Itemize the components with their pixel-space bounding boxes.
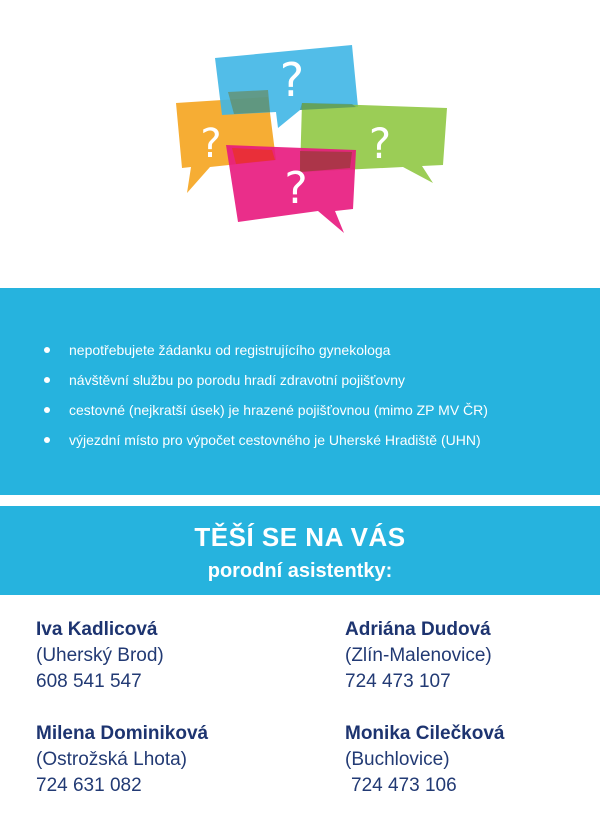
- contact-place: (Buchlovice): [345, 749, 450, 770]
- greeting-title: TĚŠÍ SE NA VÁS: [194, 522, 406, 552]
- contact-phone: 724 631 082: [36, 775, 142, 796]
- contact-phone: 724 473 107: [345, 671, 451, 692]
- info-item-text: návštěvní službu po porodu hradí zdravotní pojišťovny: [69, 372, 406, 388]
- bullet-icon: [44, 347, 50, 353]
- info-item: [44, 335, 488, 365]
- contact-name: Monika Cilečková: [345, 723, 505, 744]
- contact-place: (Ostrožská Lhota): [36, 749, 187, 770]
- contact-card: [36, 616, 164, 695]
- contact-card: [345, 720, 504, 799]
- speech-bubbles-graphic: [0, 0, 600, 288]
- info-list: [44, 335, 488, 455]
- bullet-icon: [44, 377, 50, 383]
- info-item-text: výjezdní místo pro výpočet cestovného je Uherské Hradiště (UHN): [69, 432, 481, 448]
- contact-name: Iva Kadlicová: [36, 619, 158, 640]
- question-mark-green: ?: [368, 119, 392, 168]
- question-mark-blue: ?: [279, 53, 305, 107]
- contact-phone: 608 541 547: [36, 671, 142, 692]
- contact-name: Adriána Dudová: [345, 619, 491, 640]
- question-mark-orange: ?: [200, 121, 222, 167]
- bullet-icon: [44, 407, 50, 413]
- info-item: [44, 425, 488, 455]
- question-mark-pink: ?: [284, 163, 308, 214]
- contact-place: (Zlín-Malenovice): [345, 645, 492, 666]
- greeting-subtitle: porodní asistentky:: [207, 560, 393, 582]
- contact-card: [36, 720, 208, 799]
- contact-phone: 724 473 106: [351, 775, 457, 796]
- contact-place: (Uherský Brod): [36, 645, 164, 666]
- bullet-icon: [44, 437, 50, 443]
- info-item: [44, 365, 488, 395]
- info-item-text: nepotřebujete žádanku od registrujícího gynekologa: [69, 342, 391, 358]
- greeting-band: [0, 506, 600, 595]
- contact-name: Milena Dominiková: [36, 723, 209, 744]
- contact-card: [345, 616, 492, 695]
- info-item: [44, 395, 488, 425]
- speech-bubbles-icon: [0, 0, 600, 288]
- info-band: [0, 288, 600, 495]
- info-item-text: cestovné (nejkratší úsek) je hrazené pojišťovnou (mimo ZP MV ČR): [69, 402, 488, 418]
